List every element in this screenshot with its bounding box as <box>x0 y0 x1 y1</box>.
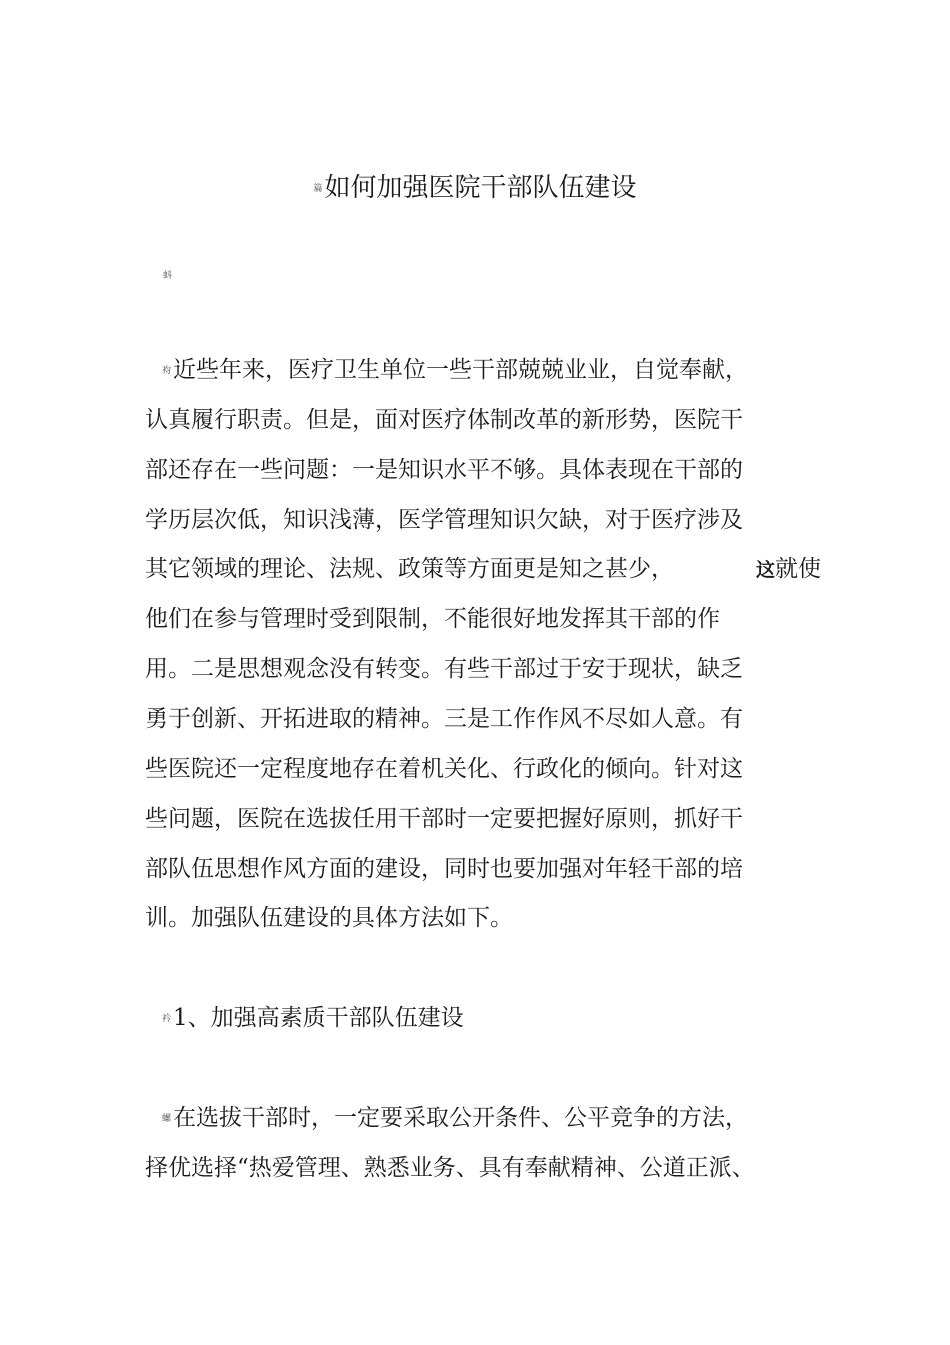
paragraph1-line-2: 认真履行职责。但是，面对医疗体制改革的新形势，医院干 <box>145 407 743 433</box>
title-mark: 篇 <box>313 184 323 194</box>
paragraph1-line-5-tail: 就使 <box>775 556 822 582</box>
paragraph1-line-1 <box>162 352 748 389</box>
paragraph1-line-9: 些医院还一定程度地存在着机关化、行政化的倾向。针对这 <box>145 756 743 782</box>
paragraph2-line-2: 择优选择“热爱管理、熟悉业务、具有奉献精神、公道正派、 <box>145 1155 755 1181</box>
heading1-mark: 衿 <box>162 1014 172 1024</box>
paragraph2-line-1 <box>162 1100 748 1137</box>
paragraph1-line-5-tail-small: 这 <box>756 559 776 581</box>
paragraph1-line-1-text: 近些年来，医疗卫生单位一些干部兢兢业业，自觉奉献， <box>173 357 749 383</box>
paragraph1-line-12: 训。加强队伍建设的具体方法如下。 <box>145 905 513 931</box>
stray-mark: 蚪 <box>163 271 173 281</box>
section-heading-1 <box>162 1000 464 1037</box>
paragraph1-line-7: 用。二是思想观念没有转变。有些干部过于安于现状，缺乏 <box>145 656 743 682</box>
paragraph1-line-5-text: 其它领域的理论、法规、政策等方面更是知之甚少， <box>145 556 674 582</box>
paragraph1-line-3: 部还存在一些问题：一是知识水平不够。具体表现在干部的 <box>145 457 743 483</box>
paragraph1-mark: 袀 <box>162 366 172 376</box>
paragraph1-line-6: 他们在参与管理时受到限制，不能很好地发挥其干部的作 <box>145 606 720 632</box>
paragraph1-line-5 <box>145 551 821 588</box>
document-title <box>0 168 950 209</box>
title-text: 如何加强医院干部队伍建设 <box>324 173 637 203</box>
paragraph1-line-8: 勇于创新、开拓进取的精神。三是工作作风不尽如人意。有 <box>145 706 743 732</box>
heading1-text: 1、加强高素质干部队伍建设 <box>173 1005 464 1031</box>
paragraph1-line-4: 学历层次低，知识浅薄，医学管理知识欠缺，对于医疗涉及 <box>145 507 743 533</box>
paragraph2-line-1-text: 在选拔干部时，一定要采取公开条件、公平竞争的方法， <box>173 1105 749 1131</box>
paragraph2-mark: 螺 <box>162 1114 172 1124</box>
paragraph1-line-10: 些问题，医院在选拔任用干部时一定要把握好原则，抓好干 <box>145 806 743 832</box>
paragraph1-line-11: 部队伍思想作风方面的建设，同时也要加强对年轻干部的培 <box>145 856 743 882</box>
